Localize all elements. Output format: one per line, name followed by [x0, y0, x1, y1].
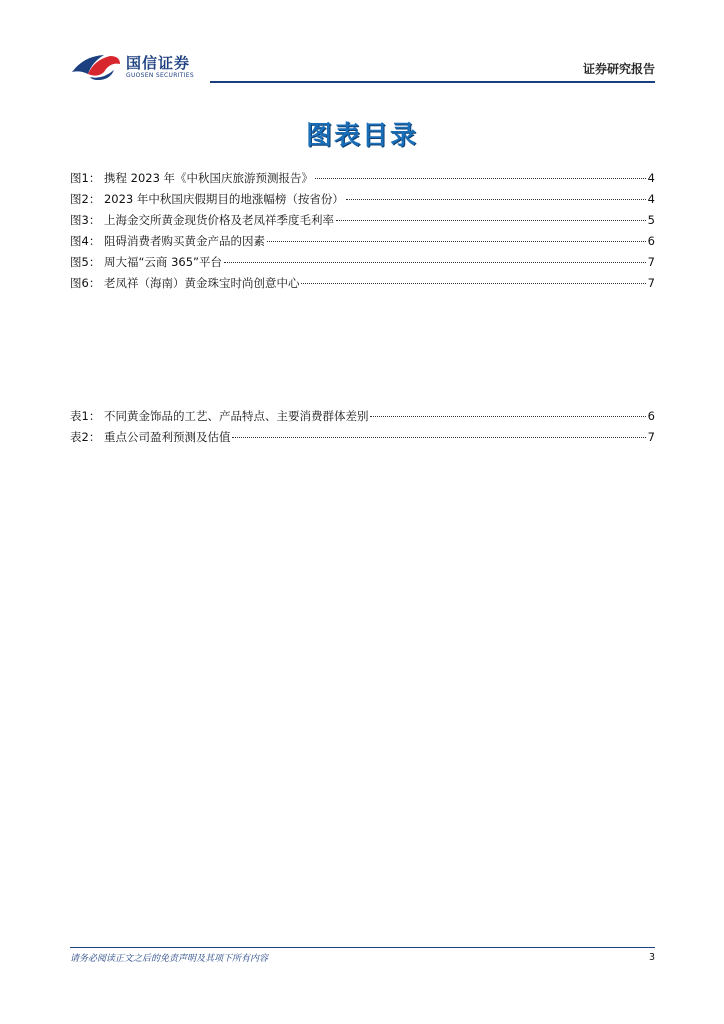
toc-entry-table-2[interactable] [70, 429, 655, 450]
dot-leader [224, 262, 646, 263]
page-title: 图表目录 [305, 121, 418, 151]
footer-disclaimer: 请务必阅读正文之后的免责声明及其项下所有内容 [70, 954, 269, 964]
table-list [70, 408, 655, 450]
toc-entry-figure-6[interactable] [70, 275, 655, 296]
figure-list [70, 170, 655, 296]
toc-entry-label: 图6： 老凤祥（海南）黄金珠宝时尚创意中心 [70, 276, 300, 290]
logo-chinese-name: 国信证券 [126, 54, 191, 72]
footer-divider [70, 947, 655, 948]
toc-entry-page: 6 [647, 409, 655, 423]
toc-entry-figure-4[interactable] [70, 233, 655, 254]
toc-entry-page: 7 [647, 276, 655, 290]
toc-entry-page: 7 [647, 430, 655, 444]
toc-entry-page: 5 [647, 213, 655, 227]
dot-leader [232, 437, 645, 438]
toc-entry-page: 6 [647, 234, 655, 248]
toc-entry-label: 图3： 上海金交所黄金现货价格及老凤祥季度毛利率 [70, 213, 334, 227]
toc-entry-figure-3[interactable] [70, 212, 655, 233]
toc-entry-label: 表1： 不同黄金饰品的工艺、产品特点、主要消费群体差别 [70, 409, 369, 423]
dot-leader [346, 199, 646, 200]
logo-english-name: GUOSEN SECURITIES [126, 72, 195, 79]
toc-entry-label: 表2： 重点公司盈利预测及估值 [70, 430, 231, 444]
report-type: 证券研究报告 [582, 62, 655, 76]
toc-entry-page: 4 [647, 171, 655, 185]
dot-leader [301, 283, 645, 284]
toc-entry-label: 图4： 阻碍消费者购买黄金产品的因素 [70, 234, 265, 248]
page-number: 3 [648, 952, 655, 963]
toc-entry-label: 图5： 周大福“云商 365”平台 [70, 255, 222, 269]
toc-entry-page: 4 [647, 192, 655, 206]
toc-entry-label: 图1： 携程 2023 年《中秋国庆旅游预测报告》 [70, 171, 314, 185]
toc-entry-page: 7 [647, 255, 655, 269]
toc-entry-figure-2[interactable] [70, 191, 655, 212]
toc-entry-figure-5[interactable] [70, 254, 655, 275]
guosen-logo-icon [70, 52, 122, 82]
guosen-logo [70, 52, 194, 82]
dot-leader [370, 416, 645, 417]
dot-leader [336, 220, 646, 221]
dot-leader [315, 178, 646, 179]
page-header [70, 50, 655, 86]
toc-entry-table-1[interactable] [70, 408, 655, 429]
toc-entry-figure-1[interactable] [70, 170, 655, 191]
dot-leader [267, 241, 646, 242]
toc-entry-label: 图2： 2023 年中秋国庆假期目的地涨幅榜（按省份） [70, 192, 344, 206]
header-divider [210, 81, 655, 83]
